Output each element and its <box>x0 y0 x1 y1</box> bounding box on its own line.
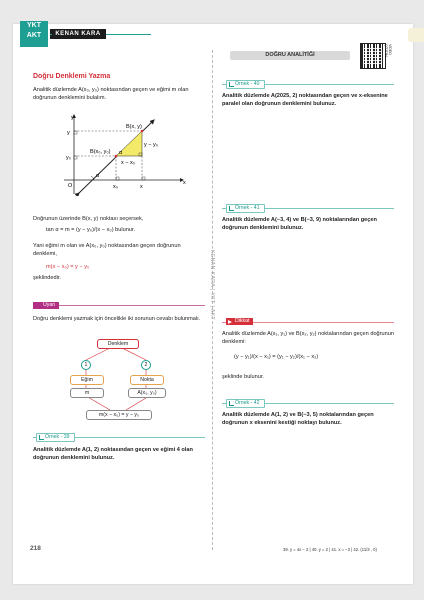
example-39-badge: Örnek - 39 <box>36 433 75 442</box>
header-rule <box>106 34 151 35</box>
example-42-badge: Örnek - 42 <box>226 399 265 408</box>
warning-badge: Uyarı <box>33 302 59 309</box>
example-39-text: Analitik düzlemde A(1, 2) noktasından geçen ve eğimi 4 olan doğrunun denklemini bulunuz. <box>33 447 193 461</box>
tree-root: Denklem <box>97 339 139 349</box>
page-number: 218 <box>30 545 41 552</box>
qr-caption: VIDEO ÇÖZÜM <box>384 44 392 57</box>
label-x-axis: x <box>183 180 186 186</box>
section-chip: DOĞRU ANALİTİĞİ <box>230 51 350 60</box>
example-40-text: Analitik düzlemde A(2025, 2) noktasından geçen ve x-eksenine paralel olan doğrunun denklemini bulunuz. <box>222 93 388 107</box>
paragraph-2: Yani eğimi m olan ve A(x₀, y₀) noktasından geçen doğrunun denklemi, <box>33 243 181 257</box>
tree-slope: Eğim <box>70 375 104 385</box>
logo-line-2: AKT <box>26 32 42 39</box>
example-41-badge: Örnek - 41 <box>226 204 265 213</box>
formula-line: m(x − x₀) = y − y₀ <box>46 264 90 270</box>
label-alpha-2: α <box>96 173 100 179</box>
example-40-badge: Örnek - 40 <box>226 80 265 89</box>
label-b0: B(x₀, y₀) <box>90 149 111 155</box>
line-graph <box>58 112 190 196</box>
answer-key: 39. y = 4x − 2 | 40. y = 2 | 41. x = −3 | 42. (11/3 , 0) <box>283 547 377 552</box>
header-rule-left <box>50 34 52 35</box>
label-b: B(x, y) <box>126 124 142 130</box>
label-y: y <box>67 130 70 136</box>
note-text: Analitik düzlemde A(x₁, y₁) ve B(x₂, y₂) noktalarından geçen doğrunun denklemi: <box>222 331 394 345</box>
side-text: KENAN KARA | YKT | AKT <box>209 250 215 321</box>
qr-pattern <box>363 46 381 64</box>
label-dy: y − y₀ <box>144 142 159 148</box>
paragraph-3: şeklindedir. <box>33 275 61 281</box>
tree-node-1: 1 <box>81 360 91 370</box>
intro-text: Analitik düzlemde A(x₀, y₀) noktasından geçen ve eğimi m olan doğrunun denklemini bulalım. <box>33 87 189 101</box>
note-badge: Dikkat <box>226 318 253 325</box>
note-end: şeklinde bulunur. <box>222 374 264 380</box>
formula-slope: tan α = m = (y − y₀)/(x − x₀) bulunur. <box>46 227 136 233</box>
page-tab <box>408 28 424 42</box>
note-formula: (y − y₁)/(x − x₁) = (y₁ − y₂)/(x₁ − x₂) <box>234 354 319 360</box>
author-banner: KENAN KARA <box>50 29 106 39</box>
tree-result: m(x − x₀) = y − y₀ <box>86 410 152 420</box>
label-y0: y₀ <box>66 155 72 161</box>
tree-point: Nokta <box>130 375 164 385</box>
tree-m: m <box>70 388 104 398</box>
label-alpha-1: α <box>119 150 123 156</box>
label-x: x <box>140 184 143 190</box>
example-42-text: Analitik düzlemde A(1, 2) ve B(−3, 5) noktalarından geçen doğrunun x eksenini kestiği noktayı bulunuz. <box>222 412 374 426</box>
label-origin: O <box>68 183 73 189</box>
example-41-text: Analitik düzlemde A(−3, 4) ve B(−3, 9) noktalarından geçen doğrunun denklemini bulunuz. <box>222 217 377 231</box>
label-x0: x₀ <box>113 184 119 190</box>
label-y-axis: y <box>71 115 74 121</box>
label-dx: x − x₀ <box>121 160 136 166</box>
yks-logo <box>20 21 48 47</box>
section-title: Doğru Denklemi Yazma <box>33 73 111 80</box>
logo-line-1: YKT <box>27 22 41 29</box>
paragraph-1: Doğrunun üzerinde B(x, y) noktası seçersek, <box>33 216 144 222</box>
warning-text: Doğru denklemi yazmak için öncelikle iki sorunun cevabı bulunmalı. <box>33 316 201 322</box>
tree-a: A(x₀, y₀) <box>128 388 166 398</box>
tree-node-2: 2 <box>141 360 151 370</box>
